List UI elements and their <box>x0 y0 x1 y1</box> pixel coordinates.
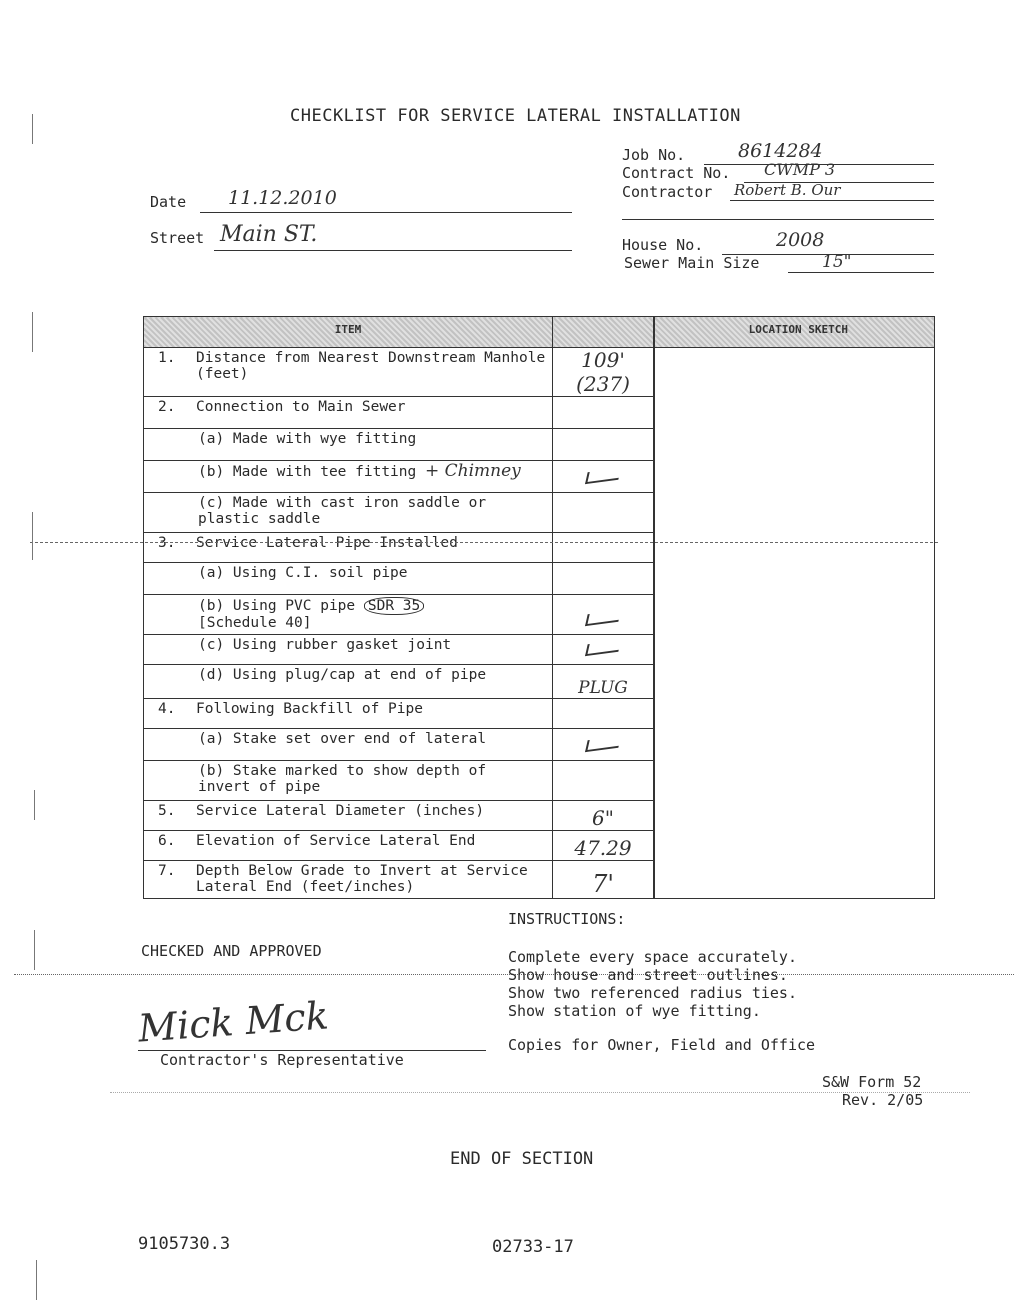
scan-line <box>30 542 938 543</box>
chimney-note: + Chimney <box>424 461 521 481</box>
date-underline <box>200 212 572 213</box>
check-mark <box>585 610 621 626</box>
scan-mark <box>32 312 33 352</box>
form-number: S&W Form 52 <box>822 1073 922 1091</box>
contractor-underline <box>730 200 934 201</box>
row-value: 47.29 <box>574 836 632 860</box>
row-value: 7' <box>592 870 614 898</box>
instruction-line: Complete every space accurately. <box>508 948 797 966</box>
scan-mark <box>36 1260 37 1300</box>
sdr-circled: SDR 35 <box>364 597 424 615</box>
row-value: PLUG <box>578 678 628 698</box>
street-value: Main ST. <box>220 222 318 247</box>
checklist-table <box>143 316 935 899</box>
approval-heading: CHECKED AND APPROVED <box>141 942 322 960</box>
sewer-label: Sewer Main Size <box>624 254 760 272</box>
table-row: (c) Made with cast iron saddle or plastic saddle <box>144 493 935 533</box>
location-sketch-area <box>654 348 935 899</box>
scan-line <box>110 1092 970 1093</box>
date-label: Date <box>150 193 187 211</box>
scan-mark <box>34 790 35 820</box>
row-value: 6" <box>592 806 614 830</box>
form-revision: Rev. 2/05 <box>842 1091 924 1109</box>
instruction-line: Show house and street outlines. <box>508 966 788 984</box>
street-underline <box>214 250 572 251</box>
table-row: 5. Service Lateral Diameter (inches) 6" <box>144 801 935 831</box>
sewer-value: 15" <box>822 252 852 272</box>
signature: Mick Mck <box>136 993 330 1051</box>
document-title: CHECKLIST FOR SERVICE LATERAL INSTALLATION <box>290 106 741 126</box>
page-number: 02733-17 <box>492 1237 574 1257</box>
sewer-underline <box>788 272 934 273</box>
contractor-value: Robert B. Our <box>734 181 841 199</box>
scan-mark <box>34 930 35 970</box>
table-row: (a) Using C.I. soil pipe <box>144 563 935 595</box>
instruction-line: Copies for Owner, Field and Office <box>508 1036 816 1054</box>
job-value: 8614284 <box>738 140 823 162</box>
table-row: 7. Depth Below Grade to Invert at Service Lateral End (feet/inches) 7' <box>144 861 935 899</box>
table-row: 1. Distance from Nearest Downstream Manhole (feet) 109' (237) <box>144 348 935 397</box>
contract-label: Contract No. <box>622 164 731 182</box>
check-mark <box>585 736 621 752</box>
check-mark <box>585 640 621 656</box>
row-text: Distance from Nearest Downstream Manhole (feet) <box>196 350 546 382</box>
contract-value: CWMP 3 <box>764 160 836 179</box>
scan-mark <box>32 114 33 144</box>
contractor-underline-2 <box>622 219 934 220</box>
signature-caption: Contractor's Representative <box>160 1051 404 1069</box>
job-label: Job No. <box>622 146 686 164</box>
sketch-header: LOCATION SKETCH <box>654 317 935 348</box>
scan-mark <box>32 512 33 560</box>
end-of-section: END OF SECTION <box>450 1149 594 1169</box>
instruction-line: Show station of wye fitting. <box>508 1002 761 1020</box>
table-row: (b) Made with tee fitting + Chimney <box>144 461 935 493</box>
item-header: ITEM <box>144 317 553 348</box>
instructions-heading: INSTRUCTIONS: <box>508 910 626 928</box>
table-row: 3. Service Lateral Pipe Installed <box>144 533 935 563</box>
table-row: (d) Using plug/cap at end of pipe PLUG <box>144 665 935 699</box>
table-row: 4. Following Backfill of Pipe <box>144 699 935 729</box>
instruction-line: Show two referenced radius ties. <box>508 984 797 1002</box>
table-row: (b) Stake marked to show depth of invert of pipe <box>144 761 935 801</box>
table-row: (c) Using rubber gasket joint <box>144 635 935 665</box>
table-row: (b) Using PVC pipe SDR 35 [Schedule 40] <box>144 595 935 635</box>
table-row: (a) Made with wye fitting <box>144 429 935 461</box>
table-header-row <box>144 317 935 348</box>
value-header <box>553 317 655 348</box>
row-value: 109' (237) <box>576 348 630 396</box>
street-label: Street <box>150 229 205 247</box>
house-label: House No. <box>622 236 704 254</box>
contractor-label: Contractor <box>622 183 713 201</box>
date-value: 11.12.2010 <box>228 187 337 209</box>
table-row: (a) Stake set over end of lateral <box>144 729 935 761</box>
document-code: 9105730.3 <box>138 1234 231 1254</box>
house-value: 2008 <box>776 229 825 251</box>
table-row: 6. Elevation of Service Lateral End 47.29 <box>144 831 935 861</box>
check-mark <box>585 468 621 484</box>
table-row: 2. Connection to Main Sewer <box>144 397 935 429</box>
